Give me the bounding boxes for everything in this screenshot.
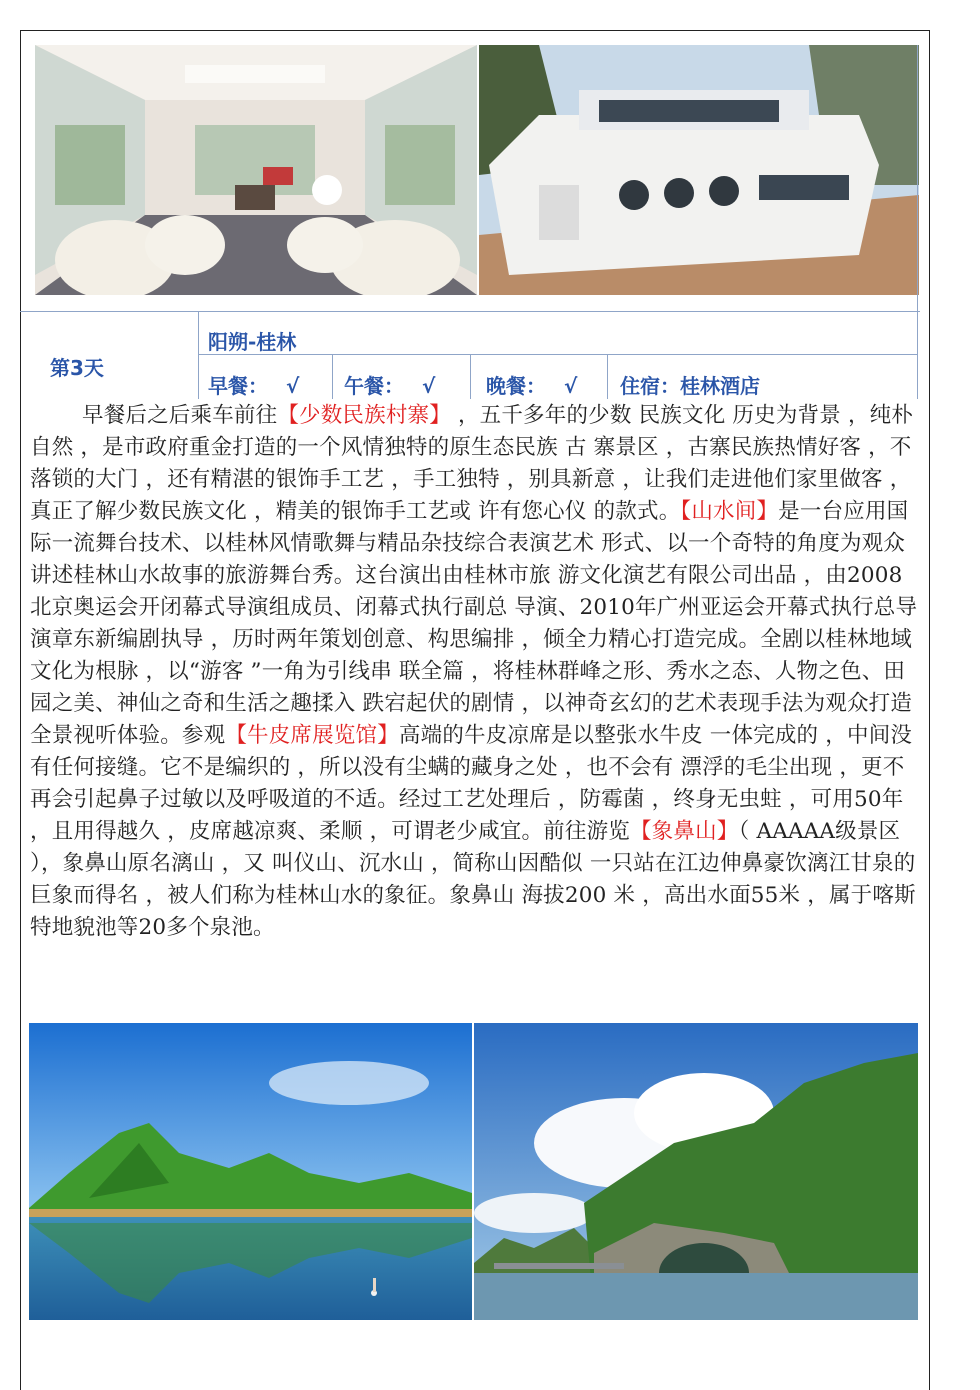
highlight-leather-mat-museum: 【牛皮席展览馆】	[225, 723, 399, 748]
page-frame-right	[929, 30, 930, 1390]
itinerary-text-4: 高端的牛皮凉席是以整张水牛皮 一体完成的 ，中间没有任何接缝。它不是编织的 ，所以没有尘螨的藏身之处 ，也不会有 漂浮的毛尘出现 ，更不再会引起鼻子过敏以及呼吸道的不适。经过工艺处理后 ，防霉菌 ，终身无虫蛀 ，可用50年 ，且用得越久 ，皮席越凉爽、柔顺 ，可谓老少咸宜。前往游览	[30, 723, 913, 844]
breakfast-label: 早餐：	[208, 374, 268, 398]
itinerary-text-1: 早餐后之后乘车前往	[82, 403, 278, 428]
lunch-check: √	[422, 374, 436, 398]
itinerary-paragraph	[30, 400, 920, 944]
breakfast-check: √	[286, 374, 300, 398]
day-label: 第3天	[50, 356, 104, 380]
table-rule-col-2	[470, 354, 471, 399]
lunch-label: 午餐：	[344, 374, 404, 398]
dinner-label: 晚餐：	[486, 374, 546, 398]
highlight-elephant-trunk-hill: 【象鼻山】	[629, 819, 739, 844]
dinner-check: √	[564, 374, 578, 398]
table-rule-day-divider	[198, 311, 199, 399]
highlight-shanshuijian-show: 【山水间】	[680, 499, 779, 524]
karst-lake-photo	[29, 1023, 472, 1320]
itinerary-text-3: 是一台应用国际一流舞台技术、以桂林风情歌舞与精品杂技综合表演艺术 形式、以一个奇特的角度为观众讲述桂林山水故事的旅游舞台秀。这台演出由桂林市旅 游文化演艺有限公司出品 ，由2008北京奥运会开闭幕式导演组成员、闭幕式执行副总 导演、2010年广州亚运会开幕式执行总导演章东新编剧执导 ，历时两年策划创意、构思编排 ，倾全力精心打造完成。全剧以桂林地域文化为根脉 ，以“游客 ”一角为引线串 联全篇 ，将桂林群峰之形、秀水之态、人物之色、田园之美、神仙之奇和生活之趣揉入 跌宕起伏的剧情 ，以神奇玄幻的艺术表现手法为观众打造全景视听体验。参观	[30, 499, 918, 748]
meal-breakfast	[208, 370, 299, 399]
itinerary-text-5: （ AAAAA级景区 ），象鼻山原名漓山 ，又 叫仪山、沉水山 ，简称山因酷似 一只站在江边伸鼻豪饮漓江甘泉的巨象而得名 ，被人们称为桂林山水的象征。象鼻山 海拔200 米 ，高出水面55米 ，属于喀斯特地貌池等20多个泉池。	[30, 819, 916, 940]
itinerary-text-2: ，五千多年的少数 民族文化 历史为背景 ，纯朴自然 ，是市政府重金打造的一个风情独特的原生态民族 古 寨景区 ，古寨民族热情好客 ，不落锁的大门 ，还有精湛的银饰手工艺 ，手工独特 ，别具新意 ，让我们走进他们家里做客 ，真正了解少数民族文化 ，精美的银饰手工艺或 许有您心仪 的款式。	[30, 403, 914, 524]
meal-dinner	[486, 370, 577, 399]
table-rule-col-3	[607, 354, 608, 399]
route-title: 阳朔-桂林	[208, 330, 297, 354]
page-frame-left	[20, 30, 21, 1390]
meal-lunch	[344, 370, 435, 399]
table-rule-top	[20, 311, 920, 312]
table-rule-col-1	[332, 354, 333, 399]
highlight-ethnic-village: 【少数民族村寨】	[277, 403, 451, 428]
stay-label: 住宿：	[620, 374, 680, 398]
stay-value: 桂林酒店	[680, 374, 760, 398]
table-rule-middle	[198, 354, 918, 355]
table-rule-right	[917, 45, 918, 399]
cruise-cabin-photo	[35, 45, 477, 295]
page-frame-top	[20, 30, 930, 31]
accommodation	[620, 370, 760, 399]
elephant-trunk-hill-photo	[474, 1023, 918, 1320]
cruise-boat-photo	[479, 45, 919, 295]
